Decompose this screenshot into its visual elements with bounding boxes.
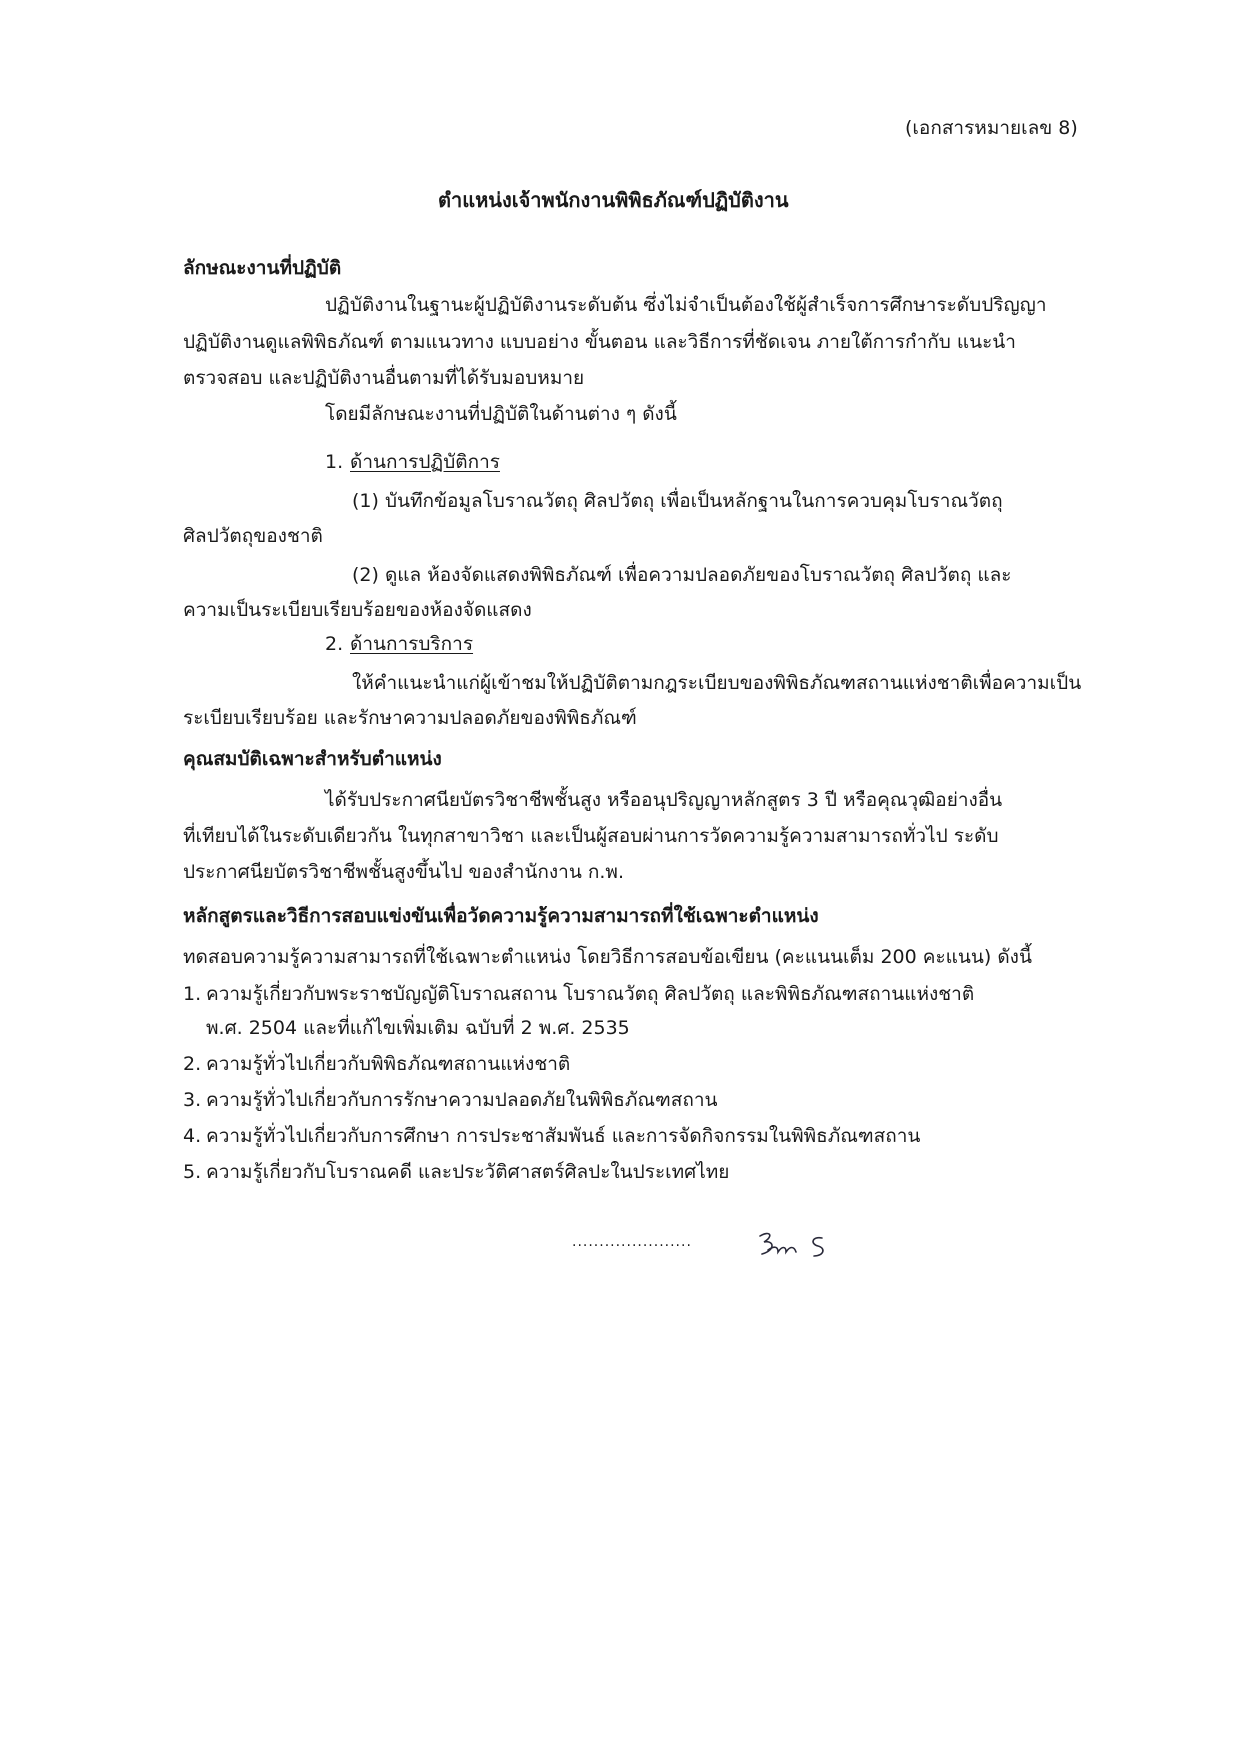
section-heading-qualifications: คุณสมบัติเฉพาะสำหรับตำแหน่ง [183, 748, 442, 770]
paragraph-line: ที่เทียบได้ในระดับเดียวกัน ในทุกสาขาวิชา และเป็นผู้สอบผ่านการวัดความรู้ความสามารถทั่วไป ระดับ [183, 825, 999, 847]
subsection-title-operations: ด้านการปฏิบัติการ [350, 451, 500, 473]
subsection-title-services: ด้านการบริการ [350, 633, 474, 655]
list-number: 3. [183, 1089, 202, 1111]
paragraph-line: ความเป็นระเบียบเรียบร้อยของห้องจัดแสดง [183, 599, 532, 621]
list-item: ความรู้เกี่ยวกับโบราณคดี และประวัติศาสตร์ศิลปะในประเทศไทย [206, 1161, 730, 1183]
document-title: ตำแหน่งเจ้าพนักงานพิพิธภัณฑ์ปฏิบัติงาน [438, 188, 789, 212]
signature-line: ...................... [572, 1234, 692, 1250]
list-number: 2. [325, 633, 344, 655]
list-item-continuation: พ.ศ. 2504 และที่แก้ไขเพิ่มเติม ฉบับที่ 2 พ.ศ. 2535 [206, 1017, 630, 1039]
paragraph-line: ทดสอบความรู้ความสามารถที่ใช้เฉพาะตำแหน่ง โดยวิธีการสอบข้อเขียน (คะแนนเต็ม 200 คะแนน) ดังนี้ [183, 946, 1032, 968]
list-number: 2. [183, 1053, 202, 1075]
paragraph-line: ระเบียบเรียบร้อย และรักษาความปลอดภัยของพิพิธภัณฑ์ [183, 707, 637, 729]
list-number: 1. [183, 983, 202, 1005]
list-item: ความรู้เกี่ยวกับพระราชบัญญัติโบราณสถาน โบราณวัตถุ ศิลปวัตถุ และพิพิธภัณฑสถานแห่งชาติ [206, 983, 975, 1005]
paragraph-line: โดยมีลักษณะงานที่ปฏิบัติในด้านต่าง ๆ ดังนี้ [325, 403, 677, 425]
paragraph-line: ศิลปวัตถุของชาติ [183, 525, 323, 547]
paragraph-line: ปฏิบัติงานดูแลพิพิธภัณฑ์ ตามแนวทาง แบบอย่าง ขั้นตอน และวิธีการที่ชัดเจน ภายใต้การกำกับ แนะนำ [183, 331, 1016, 353]
list-item: ความรู้ทั่วไปเกี่ยวกับการศึกษา การประชาสัมพันธ์ และการจัดกิจกรรมในพิพิธภัณฑสถาน [206, 1125, 921, 1147]
document-number: (เอกสารหมายเลข 8) [905, 117, 1078, 139]
list-number: 1. [325, 451, 344, 473]
paragraph-line: ปฏิบัติงานในฐานะผู้ปฏิบัติงานระดับต้น ซึ่งไม่จำเป็นต้องใช้ผู้สำเร็จการศึกษาระดับปริญญา [325, 294, 1047, 316]
section-heading-duties: ลักษณะงานที่ปฏิบัติ [183, 257, 342, 279]
paragraph-line: ให้คำแนะนำแก่ผู้เข้าชมให้ปฏิบัติตามกฎระเบียบของพิพิธภัณฑสถานแห่งชาติเพื่อความเป็น [352, 672, 1082, 694]
list-item: ความรู้ทั่วไปเกี่ยวกับการรักษาความปลอดภัยในพิพิธภัณฑสถาน [206, 1089, 718, 1111]
handwritten-signature [752, 1228, 840, 1264]
paragraph-line: ได้รับประกาศนียบัตรวิชาชีพชั้นสูง หรืออนุปริญญาหลักสูตร 3 ปี หรือคุณวุฒิอย่างอื่น [325, 789, 1003, 811]
paragraph-line: (2) ดูแล ห้องจัดแสดงพิพิธภัณฑ์ เพื่อความปลอดภัยของโบราณวัตถุ ศิลปวัตถุ และ [352, 564, 1012, 586]
paragraph-line: ประกาศนียบัตรวิชาชีพชั้นสูงขึ้นไป ของสำนักงาน ก.พ. [183, 861, 624, 883]
paragraph-line: ตรวจสอบ และปฏิบัติงานอื่นตามที่ได้รับมอบหมาย [183, 367, 585, 389]
list-item: ความรู้ทั่วไปเกี่ยวกับพิพิธภัณฑสถานแห่งชาติ [206, 1053, 571, 1075]
section-heading-exam: หลักสูตรและวิธีการสอบแข่งขันเพื่อวัดความรู้ความสามารถที่ใช้เฉพาะตำแหน่ง [183, 905, 819, 927]
list-number: 5. [183, 1161, 202, 1183]
paragraph-line: (1) บันทึกข้อมูลโบราณวัตถุ ศิลปวัตถุ เพื่อเป็นหลักฐานในการควบคุมโบราณวัตถุ [352, 490, 1003, 512]
list-number: 4. [183, 1125, 202, 1147]
